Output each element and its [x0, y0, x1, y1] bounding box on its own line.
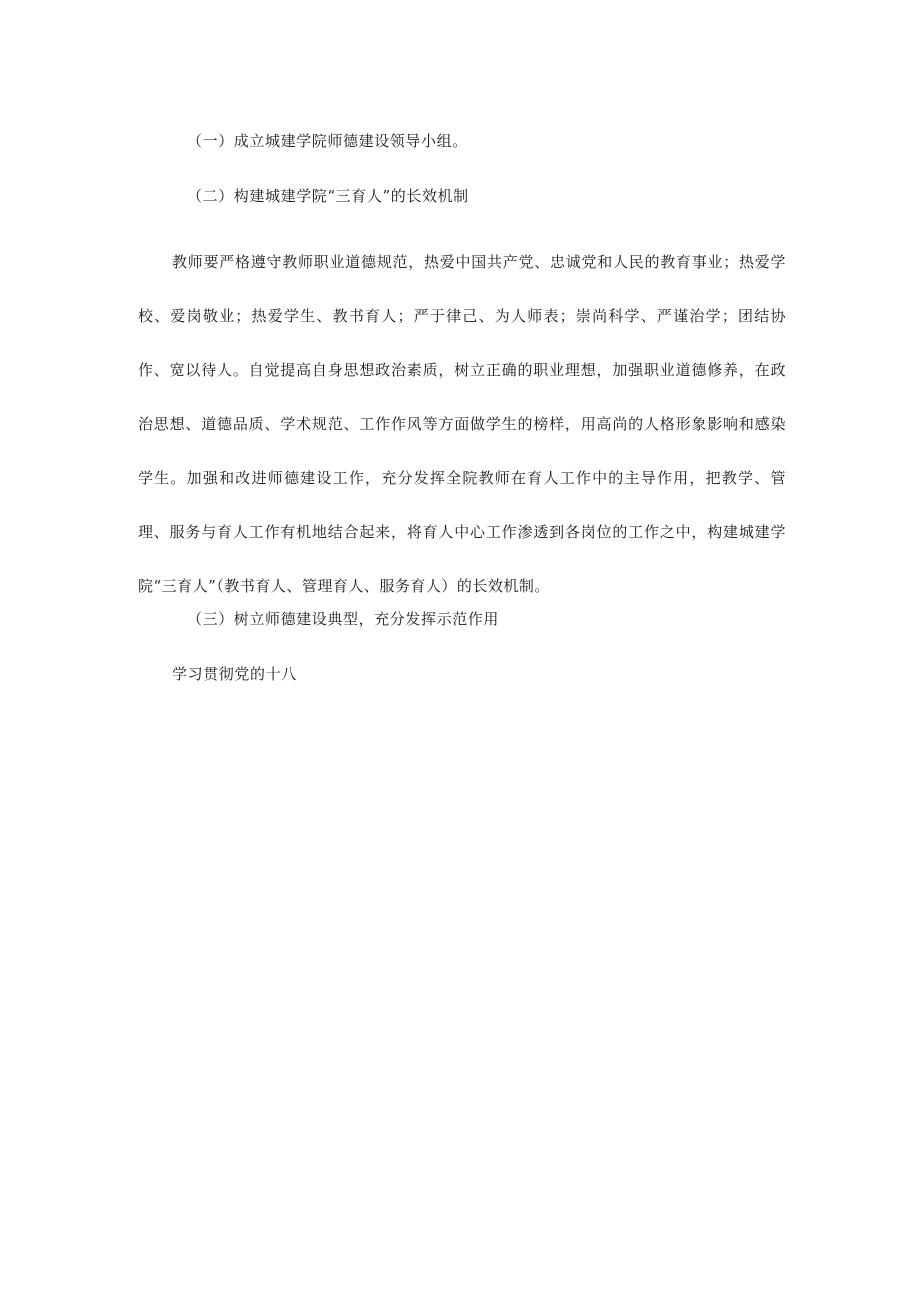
section-heading-1: （一）成立城建学院师德建设领导小组。: [187, 132, 468, 150]
section-heading-2: （二）构建城建学院“三育人”的长效机制: [187, 187, 469, 205]
section-heading-3: （三）树立师德建设典型，充分发挥示范作用: [187, 610, 500, 628]
body-paragraph: 教师要严格遵守教师职业道德规范，热爱中国共产党、忠诚党和人民的教育事业；热爱学校、爱岗敬业；热爱学生、教书育人；严于律己、为人师表；崇尚科学、严谨治学；团结协作、宽以待人。自觉提高自身思想政治素质，树立正确的职业理想，加强职业道德修养，在政治思想、道德品质、学术规范、工作作风等方面做学生的榜样，用高尚的人格形象影响和感染学生。加强和改进师德建设工作，充分发挥全院教师在育人工作中的主导作用，把教学、管理、服务与育人工作有机地结合起来，将育人中心工作渗透到各岗位的工作之中，构建城建学院“三育人”（教书育人、管理育人、服务育人）的长效机制。: [138, 253, 786, 595]
trailing-text-fragment: 学习贯彻党的十八: [172, 665, 297, 683]
